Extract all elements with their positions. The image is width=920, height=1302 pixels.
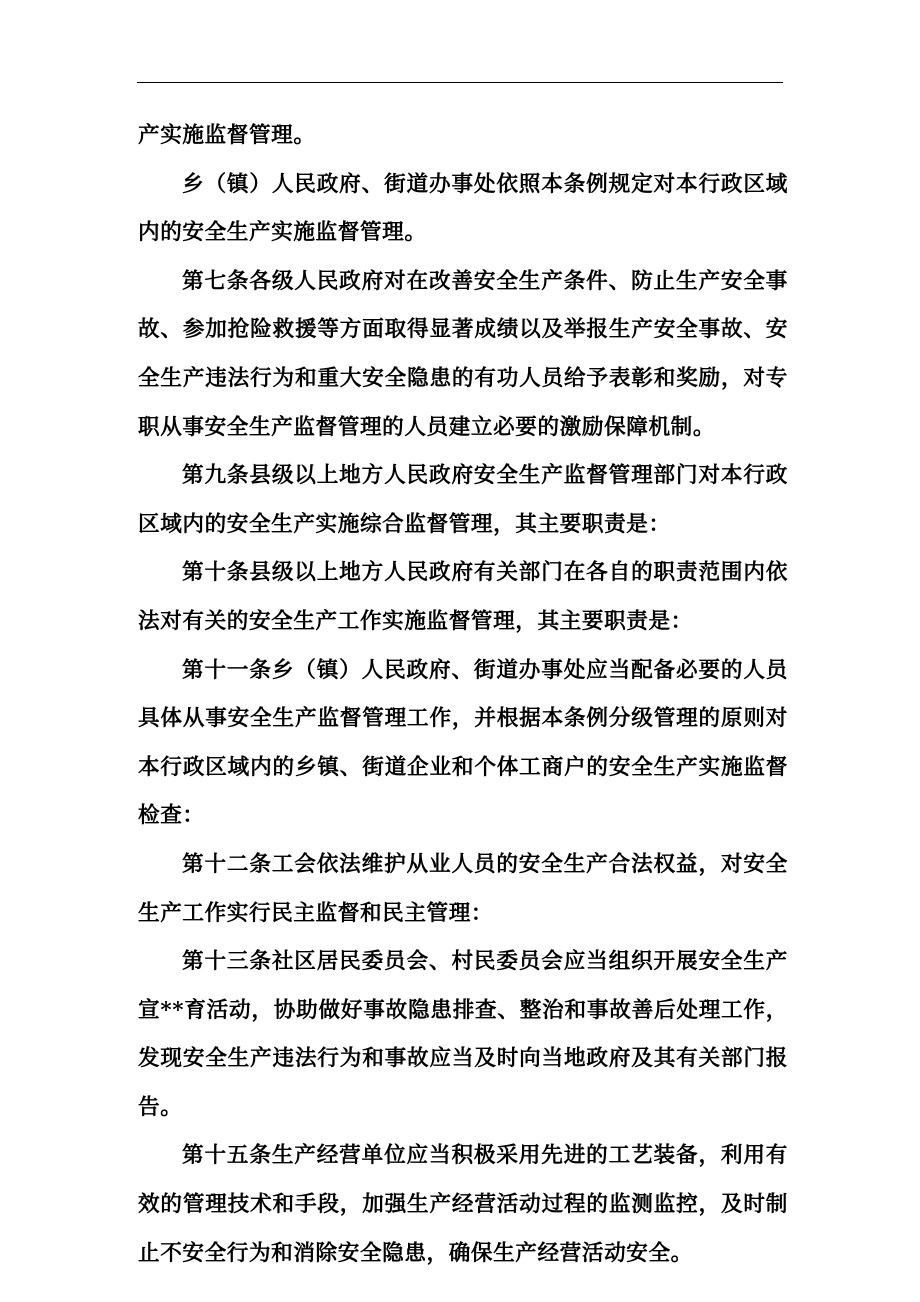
paragraph-article-9: 第九条县级以上地方人民政府安全生产监督管理部门对本行政区域内的安全生产实施综合监督管理，其主要职责是： — [138, 463, 788, 537]
paragraph-article-10: 第十条县级以上地方人民政府有关部门在各自的职责范围内依法对有关的安全生产工作实施监督管理，其主要职责是： — [138, 560, 788, 634]
header-rule — [137, 82, 783, 83]
document-body — [138, 112, 788, 1278]
paragraph-article-12: 第十二条工会依法维护从业人员的安全生产合法权益，对安全生产工作实行民主监督和民主管理： — [138, 851, 788, 926]
paragraph-article-11: 第十一条乡（镇）人民政府、街道办事处应当配备必要的人员具体从事安全生产监督管理工作，并根据本条例分级管理的原则对本行政区域内的乡镇、街道企业和个体工商户的安全生产实施监督检查： — [138, 657, 788, 829]
paragraph-township-supervision: 乡（镇）人民政府、街道办事处依照本条例规定对本行政区域内的安全生产实施监督管理。 — [138, 171, 788, 246]
paragraph-article-13: 第十三条社区居民委员会、村民委员会应当组织开展安全生产宣**育活动，协助做好事故隐患排查、整治和事故善后处理工作，发现安全生产违法行为和事故应当及时向当地政府及其有关部门报告。 — [138, 949, 788, 1120]
paragraph-article-7: 第七条各级人民政府对在改善安全生产条件、防止生产安全事故、参加抢险救援等方面取得显著成绩以及举报生产安全事故、安全生产违法行为和重大安全隐患的有功人员给予表彰和奖励，对专职从事安全生产监督管理的人员建立必要的激励保障机制。 — [138, 268, 788, 440]
paragraph-continuation: 产实施监督管理。 — [138, 123, 316, 148]
paragraph-article-15: 第十五条生产经营单位应当积极采用先进的工艺装备，利用有效的管理技术和手段，加强生产经营活动过程的监测监控，及时制止不安全行为和消除安全隐患，确保生产经营活动安全。 — [138, 1143, 788, 1266]
